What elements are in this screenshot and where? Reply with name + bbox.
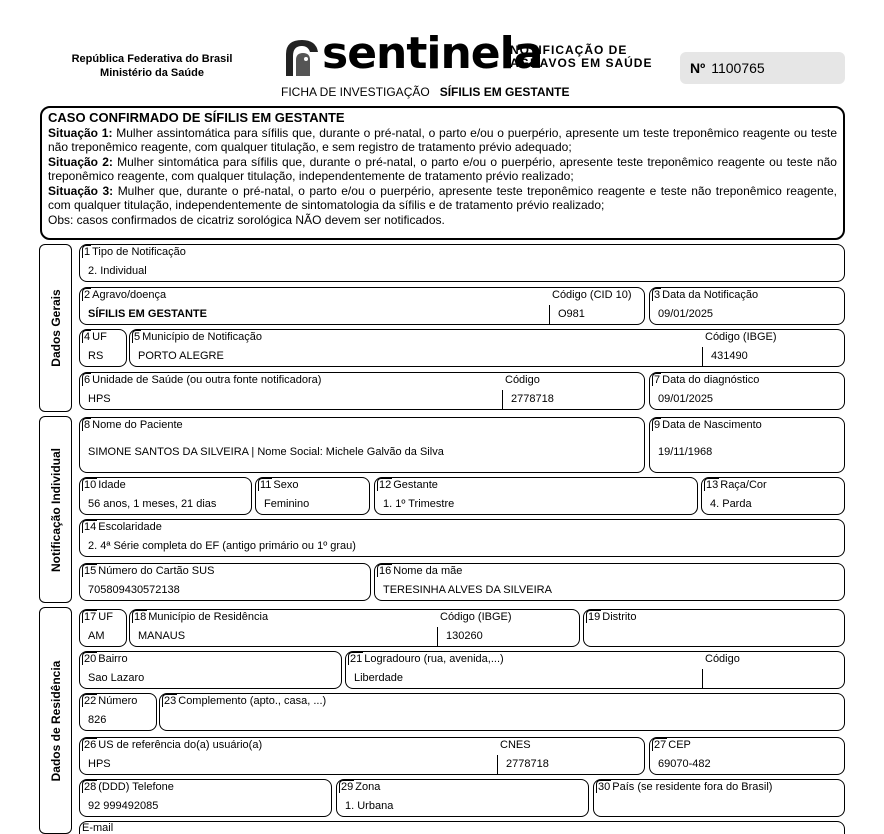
field-value: 09/01/2025 bbox=[658, 308, 714, 320]
field-municipio-notificacao[interactable] bbox=[130, 330, 690, 366]
observation: Obs: casos confirmados de cicatriz sorológica NÃO devem ser notificados. bbox=[48, 212, 445, 227]
field-number: 6 bbox=[84, 374, 91, 386]
logo-wordmark: sentinela bbox=[322, 28, 543, 79]
field-number: 5 bbox=[134, 331, 141, 343]
field-number: 18 bbox=[134, 611, 147, 623]
field-email[interactable] bbox=[80, 822, 844, 834]
government-header bbox=[56, 52, 248, 80]
field-label: Logradouro (rua, avenida,...) bbox=[364, 653, 504, 665]
field-label: UF bbox=[98, 611, 113, 623]
field-number: 4 bbox=[84, 331, 91, 343]
field-label: Data de Nascimento bbox=[662, 419, 762, 431]
field-label: Código (CID 10) bbox=[552, 289, 632, 301]
field-value: 4. Parda bbox=[710, 498, 752, 510]
section-notificacao-individual bbox=[39, 416, 72, 603]
gov-line-2: Ministério da Saúde bbox=[100, 67, 204, 79]
field-number: 22 bbox=[84, 695, 97, 707]
field-number: 21 bbox=[350, 653, 363, 665]
field-codigo-unidade[interactable] bbox=[503, 373, 643, 409]
field-label: Distrito bbox=[602, 611, 637, 623]
section-label: Dados de Residência bbox=[48, 660, 63, 781]
number-label: Nº bbox=[690, 60, 706, 76]
situation-3-text: Mulher que, durante o pré-natal, o parto e/ou o puerpério, apresente teste treponêmico reagente e teste não treponêmico reagente, com qualquer titulação, independentemente de sintomatologia da sífilis e de tratamento prévio realizado; bbox=[48, 183, 837, 212]
field-number: 16 bbox=[379, 565, 392, 577]
field-raca-cor[interactable] bbox=[702, 478, 844, 514]
field-number: 3 bbox=[654, 289, 661, 301]
field-numero[interactable] bbox=[80, 694, 156, 730]
field-number: 19 bbox=[588, 611, 601, 623]
field-value: HPS bbox=[88, 393, 111, 405]
field-value: 705809430572138 bbox=[88, 584, 180, 596]
field-distrito[interactable] bbox=[584, 610, 844, 646]
situation-2-label: Situação 2: bbox=[48, 154, 113, 169]
field-value: 2778718 bbox=[506, 758, 549, 770]
field-label: Data da Notificação bbox=[662, 289, 759, 301]
field-number: 23 bbox=[164, 695, 177, 707]
field-data-notificacao[interactable] bbox=[650, 288, 844, 324]
field-value: 826 bbox=[88, 714, 107, 726]
field-number: 12 bbox=[379, 479, 392, 491]
field-label: Agravo/doença bbox=[92, 289, 167, 301]
field-value: HPS bbox=[88, 758, 111, 770]
field-value: PORTO ALEGRE bbox=[138, 350, 224, 362]
form-title bbox=[281, 85, 570, 99]
field-complemento[interactable] bbox=[160, 694, 844, 730]
notification-number-box bbox=[680, 52, 845, 84]
field-value: 431490 bbox=[711, 350, 748, 362]
field-label: CEP bbox=[668, 739, 691, 751]
field-label: Código (IBGE) bbox=[705, 331, 777, 343]
field-value: O981 bbox=[558, 308, 585, 320]
section-dados-residencia bbox=[39, 607, 72, 834]
field-zona[interactable] bbox=[337, 780, 588, 816]
field-gestante[interactable] bbox=[375, 478, 697, 514]
field-number: 26 bbox=[84, 739, 97, 751]
field-unidade-saude[interactable] bbox=[80, 373, 490, 409]
field-telefone[interactable] bbox=[80, 780, 331, 816]
field-idade[interactable] bbox=[80, 478, 251, 514]
field-label: US de referência do(a) usuário(a) bbox=[98, 739, 263, 751]
field-number: 30 bbox=[598, 781, 611, 793]
field-value: TERESINHA ALVES DA SILVEIRA bbox=[383, 584, 552, 596]
field-uf-notificacao[interactable] bbox=[80, 330, 126, 366]
field-cid10[interactable] bbox=[550, 288, 644, 324]
field-number: 14 bbox=[84, 521, 97, 533]
ficha-value: SÍFILIS EM GESTANTE bbox=[439, 85, 570, 99]
field-label: Tipo de Notificação bbox=[92, 246, 186, 258]
situation-3-label: Situação 3: bbox=[48, 183, 114, 198]
field-label: Complemento (apto., casa, ...) bbox=[178, 695, 327, 707]
field-number: 8 bbox=[84, 419, 91, 431]
field-value: 2778718 bbox=[511, 393, 554, 405]
field-label: Unidade de Saúde (ou outra fonte notificadora) bbox=[92, 374, 322, 386]
field-number: 10 bbox=[84, 479, 97, 491]
field-number: 9 bbox=[654, 419, 661, 431]
case-definition-box bbox=[40, 106, 845, 240]
field-label: (DDD) Telefone bbox=[98, 781, 174, 793]
field-cnes[interactable] bbox=[498, 738, 643, 774]
field-value: RS bbox=[88, 350, 104, 362]
field-cartao-sus[interactable] bbox=[80, 564, 370, 600]
field-label: Data do diagnóstico bbox=[662, 374, 760, 386]
field-codigo-logradouro[interactable] bbox=[703, 652, 843, 688]
field-number: 2 bbox=[84, 289, 91, 301]
field-number: 29 bbox=[341, 781, 354, 793]
field-label: Código bbox=[705, 653, 740, 665]
field-nome-mae[interactable] bbox=[375, 564, 844, 600]
field-municipio-residencia[interactable] bbox=[130, 610, 430, 646]
situation-1-label: Situação 1: bbox=[48, 125, 113, 140]
field-value: 19/11/1968 bbox=[658, 446, 713, 458]
field-value: Sao Lazaro bbox=[88, 672, 145, 684]
field-value: 1. 1º Trimestre bbox=[383, 498, 455, 510]
field-label: Escolaridade bbox=[98, 521, 162, 533]
field-label: E-mail bbox=[82, 822, 114, 834]
field-value: 2. 4ª Série completa do EF (antigo primário ou 1º grau) bbox=[88, 540, 356, 552]
field-escolaridade[interactable] bbox=[80, 520, 844, 556]
field-value: Feminino bbox=[264, 498, 310, 510]
field-label: Município de Residência bbox=[148, 611, 269, 623]
field-data-diagnostico[interactable] bbox=[650, 373, 844, 409]
field-number: 15 bbox=[84, 565, 97, 577]
field-label: Código (IBGE) bbox=[440, 611, 512, 623]
field-sexo[interactable] bbox=[256, 478, 369, 514]
field-label: Código bbox=[505, 374, 540, 386]
field-label: Sexo bbox=[273, 479, 299, 491]
field-value: MANAUS bbox=[138, 630, 186, 642]
field-number: 1 bbox=[84, 246, 91, 258]
field-label: CNES bbox=[500, 739, 531, 751]
field-label: Zona bbox=[355, 781, 381, 793]
case-title: CASO CONFIRMADO DE SÍFILIS EM GESTANTE bbox=[48, 110, 345, 125]
field-label: Raça/Cor bbox=[720, 479, 767, 491]
field-pais[interactable] bbox=[594, 780, 844, 816]
field-value: Liberdade bbox=[354, 672, 403, 684]
field-label: Gestante bbox=[393, 479, 438, 491]
field-tipo-notificacao[interactable] bbox=[80, 245, 840, 281]
field-cep[interactable] bbox=[650, 738, 844, 774]
number-value: 1100765 bbox=[711, 60, 765, 76]
gov-line-1: República Federativa do Brasil bbox=[71, 53, 233, 65]
field-value: SÍFILIS EM GESTANTE bbox=[88, 308, 207, 320]
field-label: Número do Cartão SUS bbox=[98, 565, 215, 577]
field-number: 17 bbox=[84, 611, 97, 623]
situation-2 bbox=[48, 155, 837, 184]
section-label: Notificação Individual bbox=[48, 447, 63, 572]
field-label: Nome da mãe bbox=[393, 565, 463, 577]
logo-subtitle bbox=[510, 44, 652, 70]
field-nome-paciente[interactable] bbox=[80, 418, 644, 472]
field-agravo[interactable] bbox=[80, 288, 540, 324]
field-label: Nome do Paciente bbox=[92, 419, 183, 431]
field-number: 20 bbox=[84, 653, 97, 665]
field-number: 7 bbox=[654, 374, 661, 386]
field-label: Bairro bbox=[98, 653, 128, 665]
logo-sub-line-1: NOTIFICAÇÃO DE bbox=[510, 43, 628, 57]
field-value: SIMONE SANTOS DA SILVEIRA | Nome Social: Michele Galvão da Silva bbox=[88, 446, 444, 458]
field-label: Município de Notificação bbox=[142, 331, 262, 343]
field-uf-residencia[interactable] bbox=[80, 610, 126, 646]
section-label: Dados Gerais bbox=[48, 289, 63, 367]
field-ibge-residencia[interactable] bbox=[438, 610, 578, 646]
situation-1-text: Mulher assintomática para sífilis que, durante o pré-natal, o parto e/ou o puerpério, apresente um teste treponêmico reagente ou teste não treponêmico reagente, com qualquer titulação, e sem registro de tratamento prévio adequado; bbox=[48, 125, 837, 154]
field-us-referencia[interactable] bbox=[80, 738, 490, 774]
field-value: 09/01/2025 bbox=[658, 393, 714, 405]
field-logradouro[interactable] bbox=[346, 652, 696, 688]
field-label: País (se residente fora do Brasil) bbox=[612, 781, 773, 793]
ficha-label: FICHA DE INVESTIGAÇÃO bbox=[281, 85, 430, 99]
field-number: 28 bbox=[84, 781, 97, 793]
field-value: 69070-482 bbox=[658, 758, 711, 770]
field-value: 92 999492085 bbox=[88, 800, 159, 812]
field-value: AM bbox=[88, 630, 105, 642]
field-label: Número bbox=[98, 695, 138, 707]
field-value: 56 anos, 1 meses, 21 dias bbox=[88, 498, 217, 510]
field-number: 13 bbox=[706, 479, 719, 491]
logo-sub-line-2: AGRAVOS EM SAÚDE bbox=[510, 56, 653, 70]
field-bairro[interactable] bbox=[80, 652, 341, 688]
situation-2-text: Mulher sintomática para sífilis que, durante o pré-natal, o parto e/ou o puerpério, apresente teste treponêmico reagente ou teste não treponêmico reagente, com qualquer titulação, independentemente de tratamento prévio realizado; bbox=[48, 154, 837, 183]
field-value: 130260 bbox=[446, 630, 483, 642]
situation-3 bbox=[48, 184, 837, 213]
situation-1 bbox=[48, 126, 837, 155]
field-label: Idade bbox=[98, 479, 126, 491]
sentinela-logo-icon bbox=[280, 36, 322, 80]
field-value: 2. Individual bbox=[88, 265, 147, 277]
field-ibge-notificacao[interactable] bbox=[703, 330, 843, 366]
field-number: 11 bbox=[260, 479, 272, 491]
field-value: 1. Urbana bbox=[345, 800, 394, 812]
section-dados-gerais bbox=[39, 244, 72, 412]
field-data-nascimento[interactable] bbox=[650, 418, 844, 472]
field-number: 27 bbox=[654, 739, 667, 751]
field-label: UF bbox=[92, 331, 107, 343]
